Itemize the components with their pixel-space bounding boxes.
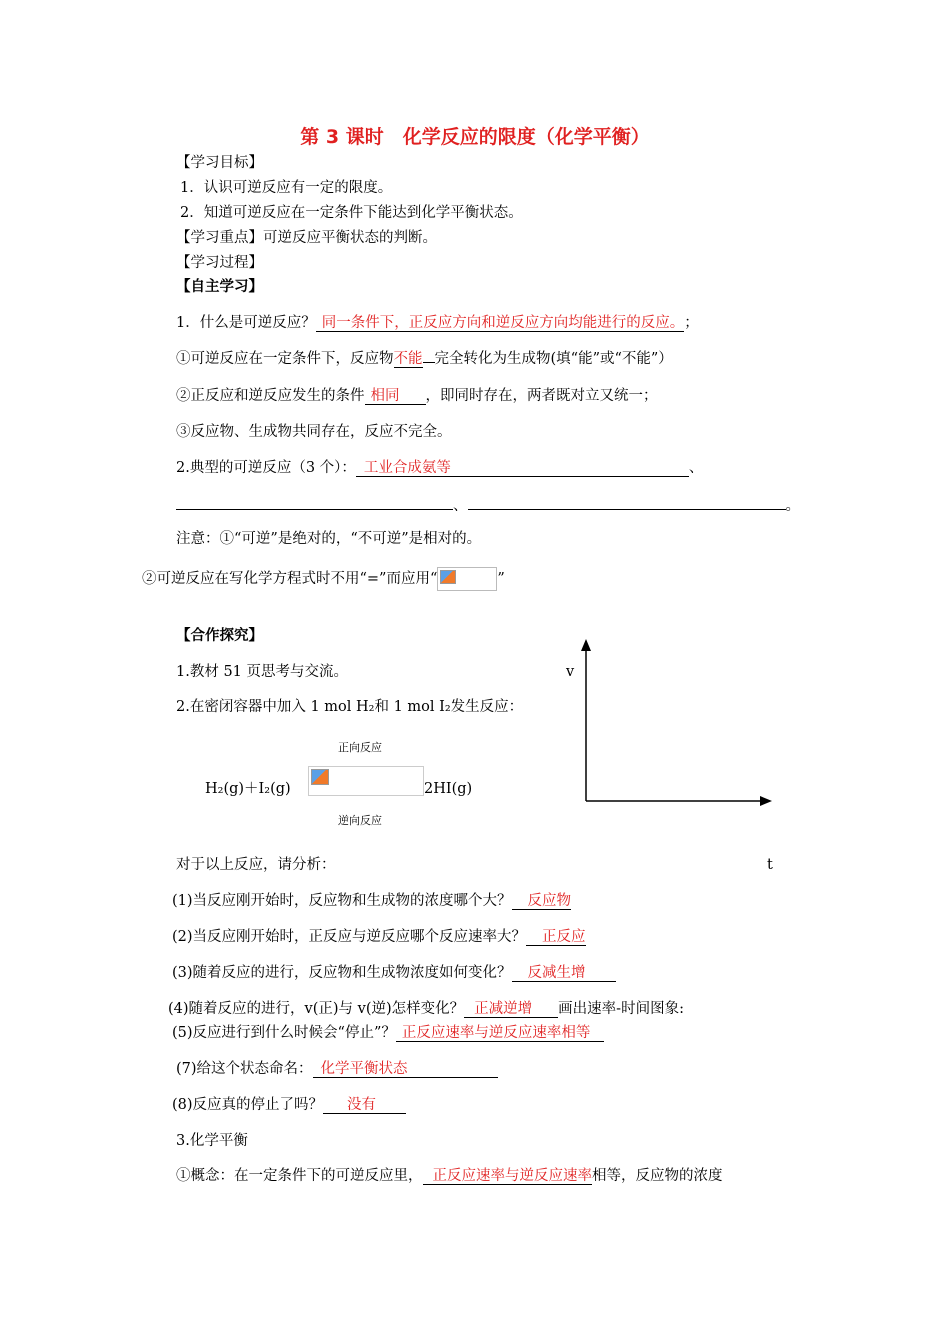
page-title: 第 3 课时 化学反应的限度（化学平衡） (300, 126, 650, 148)
cq2-answer: 正反应 (526, 929, 586, 946)
x-axis-arrow-icon (760, 796, 772, 806)
note-1: 注意：①“可逆”是绝对的，“不可逆”是相对的。 (176, 531, 482, 547)
cq1-prefix: (1)当反应刚开始时，反应物和生成物的浓度哪个大？ (172, 893, 512, 909)
cooperate-q1 (172, 892, 571, 910)
q2-answer: 工业合成氨等 (356, 460, 689, 477)
cq7-answer: 化学平衡状态 (313, 1061, 498, 1078)
cq7-prefix: (7)给这个状态命名： (176, 1061, 313, 1077)
cooperate-q7 (176, 1060, 498, 1078)
q2-sep2: 、 (453, 498, 468, 514)
note2-suffix: ” (497, 571, 505, 587)
graph-x-label: t (767, 857, 773, 873)
key-point-label: 【学习重点】 (176, 230, 263, 246)
p2-suffix: ，即同时存在，两者既对立又统一； (425, 388, 658, 404)
concept-prefix: ①概念：在一定条件下的可逆反应里， (176, 1168, 423, 1184)
equilibrium-arrow-image (308, 766, 424, 796)
cq8-prefix: (8)反应真的停止了吗？ (172, 1097, 324, 1113)
q1-prefix: 1．什么是可逆反应？ (176, 315, 316, 331)
cq4-suffix: 画出速率-时间图象: (558, 1001, 684, 1017)
reversible-arrow-image (437, 567, 497, 591)
cq4-answer: 正减逆增 (464, 1001, 558, 1018)
p1-answer: 不能 (393, 351, 423, 367)
objectives-heading: 【学习目标】 (176, 155, 263, 171)
concept-suffix: 相等，反应物的浓度 (592, 1168, 723, 1184)
self-study-point-3: ③反应物、生成物共同存在，反应不完全。 (176, 424, 452, 440)
cooperate-q8 (172, 1096, 406, 1114)
cooperate-item-1: 1.教材 51 页思考与交流。 (176, 664, 349, 680)
p2-prefix: ②正反应和逆反应发生的条件 (176, 388, 365, 404)
answer-blank[interactable] (176, 495, 453, 510)
note2-prefix: ②可逆反应在写化学方程式时不用“=”而应用“ (142, 571, 438, 587)
cq5-answer: 正反应速率与逆反应速率相等 (396, 1025, 605, 1042)
process-heading: 【学习过程】 (176, 255, 263, 271)
q1-answer: 同一条件下，正反应方向和逆反应方向均能进行的反应。 (316, 315, 685, 332)
cooperate-q3 (172, 964, 616, 982)
concept-line (176, 1167, 723, 1185)
forward-reaction-label: 正向反应 (338, 741, 382, 754)
p1-suffix: 完全转化为生成物(填“能”或“不能”） (434, 351, 673, 367)
cq5-prefix: (5)反应进行到什么时候会“停止”？ (172, 1025, 396, 1041)
y-axis-arrow-icon (581, 639, 591, 651)
q2-end: 。 (785, 498, 800, 514)
self-study-q2 (176, 459, 703, 477)
cq3-answer: 反减生增 (512, 965, 616, 982)
broken-image-icon (311, 769, 329, 785)
key-point-text: 可逆反应平衡状态的判断。 (263, 230, 437, 246)
equation-left: H₂(g)＋I₂(g) (205, 781, 291, 797)
cq1-answer: 反应物 (512, 893, 572, 910)
p2-answer: 相同 (365, 388, 426, 405)
cq4-prefix: (4)随着反应的进行，v(正)与 v(逆)怎样变化？ (168, 1001, 465, 1017)
analyze-prompt: 对于以上反应，请分析： (176, 857, 336, 873)
q1-suffix: ； (684, 315, 699, 331)
cq8-answer: 没有 (323, 1097, 406, 1114)
objective-1: 1．认识可逆反应有一定的限度。 (180, 180, 393, 196)
equation-right: 2HI(g) (424, 781, 473, 797)
cq3-prefix: (3)随着反应的进行，反应物和生成物浓度如何变化？ (172, 965, 512, 981)
rate-time-graph[interactable] (575, 635, 775, 815)
cooperate-heading: 【合作探究】 (176, 627, 263, 644)
note-2 (142, 567, 505, 591)
self-study-point-2 (176, 387, 658, 405)
self-study-q2-line2 (176, 495, 800, 515)
self-study-heading: 【自主学习】 (176, 278, 263, 295)
cooperate-item-2: 2.在密闭容器中加入 1 mol H₂和 1 mol I₂发生反应： (176, 699, 524, 715)
broken-image-icon (440, 570, 456, 584)
self-study-q1 (176, 314, 699, 332)
answer-blank[interactable] (468, 495, 786, 510)
p1-prefix: ①可逆反应在一定条件下，反应物 (176, 351, 394, 367)
reverse-reaction-label: 逆向反应 (338, 814, 382, 827)
self-study-point-1 (176, 350, 673, 368)
objective-2: 2．知道可逆反应在一定条件下能达到化学平衡状态。 (180, 205, 523, 221)
q2-sep: 、 (688, 460, 704, 476)
cooperate-q2 (172, 928, 586, 946)
section-3-heading: 3.化学平衡 (176, 1133, 248, 1149)
cooperate-q4 (168, 1000, 684, 1018)
graph-y-label: v (566, 664, 575, 680)
q2-prefix: 2.典型的可逆反应（3 个）： (176, 460, 356, 476)
concept-answer: 正反应速率与逆反应速率 (423, 1168, 593, 1185)
cq2-prefix: (2)当反应刚开始时，正反应与逆反应哪个反应速率大？ (172, 929, 527, 945)
cooperate-q5 (172, 1024, 604, 1042)
key-point (176, 229, 437, 247)
